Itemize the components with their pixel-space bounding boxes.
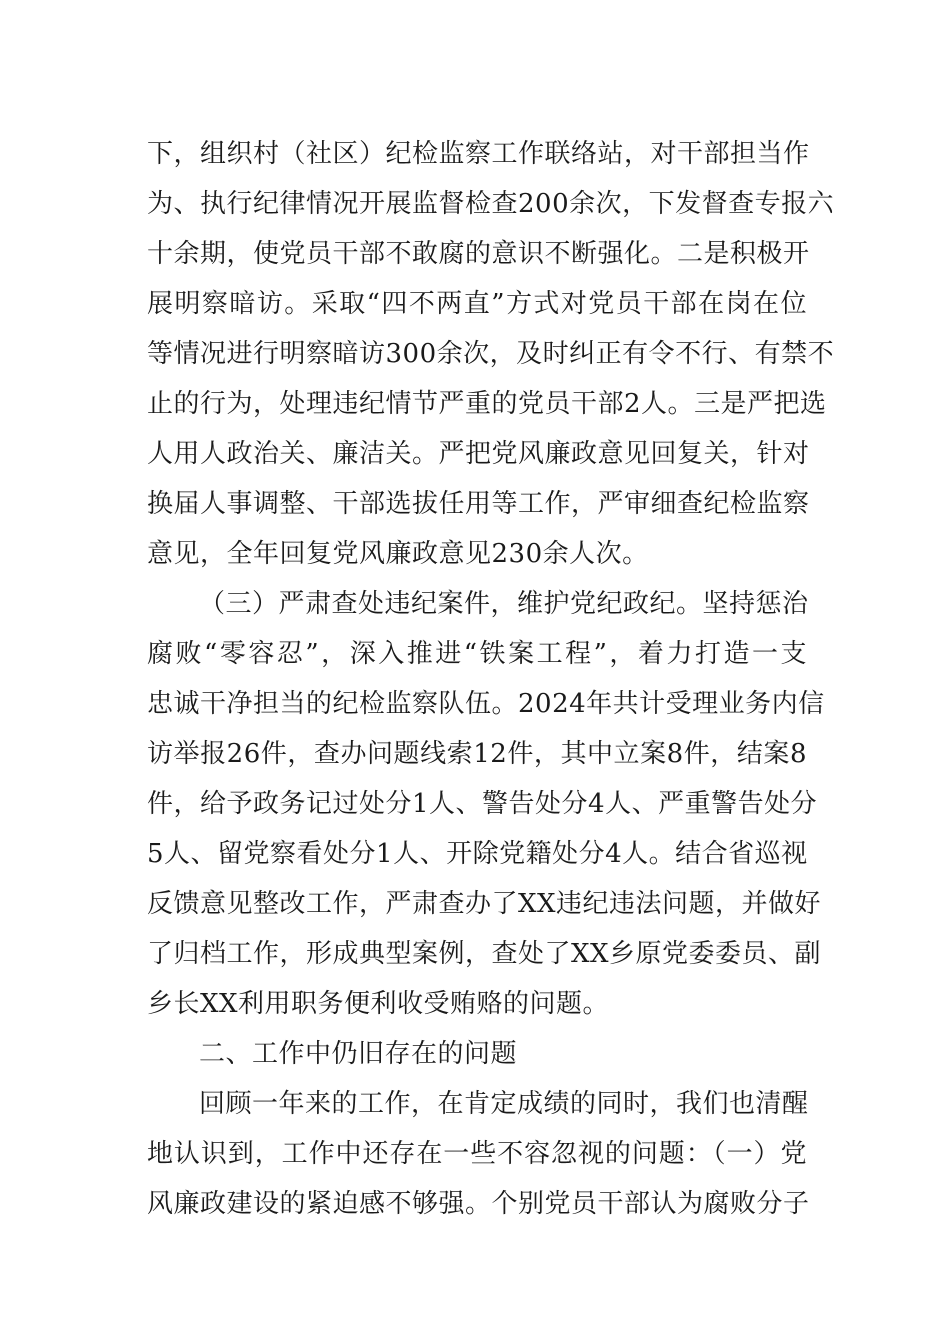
paragraph-end-line: 意见，全年回复党风廉政意见230余人次。 [147,539,649,569]
paragraph-end-line: 乡长XX利用职务便利收受贿赂的问题。 [147,989,610,1019]
text-line: 地认识到，工作中还存在一些不容忽视的问题：（一）党 [147,1139,807,1169]
text-line: 访举报26件，查办问题线索12件，其中立案8件，结案8 [147,739,807,769]
document-body [147,129,835,1229]
text-line: 了归档工作，形成典型案例，查处了XX乡原党委委员、副 [147,939,822,969]
text-line: 十余期，使党员干部不敢腐的意识不断强化。二是积极开 [147,239,810,269]
text-line: 止的行为，处理违纪情节严重的党员干部2人。三是严把选 [147,389,827,419]
chapter-heading: 二、工作中仍旧存在的问题 [199,1039,518,1069]
text-line: 人用人政治关、廉洁关。严把党风廉政意见回复关，针对 [147,439,810,469]
text-line: 展明察暗访。采取“四不两直”方式对党员干部在岗在位 [147,289,807,319]
section-heading-line: （三）严肃查处违纪案件，维护党纪政纪。坚持惩治 [199,589,809,619]
text-line: 风廉政建设的紧迫感不够强。个别党员干部认为腐败分子 [147,1189,810,1219]
text-line: 下，组织村（社区）纪检监察工作联络站，对干部担当作 [147,139,810,169]
text-line: 忠诚干净担当的纪检监察队伍。2024年共计受理业务内信 [147,689,825,719]
paragraph-start-line: 回顾一年来的工作，在肯定成绩的同时，我们也清醒 [199,1089,809,1119]
text-line: 5人、留党察看处分1人、开除党籍处分4人。结合省巡视 [147,839,808,869]
text-line: 反馈意见整改工作，严肃查办了XX违纪违法问题，并做好 [147,889,822,919]
text-line: 等情况进行明察暗访300余次，及时纠正有令不行、有禁不 [147,339,835,369]
text-line: 换届人事调整、干部选拔任用等工作，严审细查纪检监察 [147,489,810,519]
text-line: 件，给予政务记过处分1人、警告处分4人、严重警告处分 [147,789,818,819]
text-line: 腐败“零容忍”，深入推进“铁案工程”，着力打造一支 [147,639,807,669]
text-line: 为、执行纪律情况开展监督检查200余次，下发督查专报六 [147,189,835,219]
